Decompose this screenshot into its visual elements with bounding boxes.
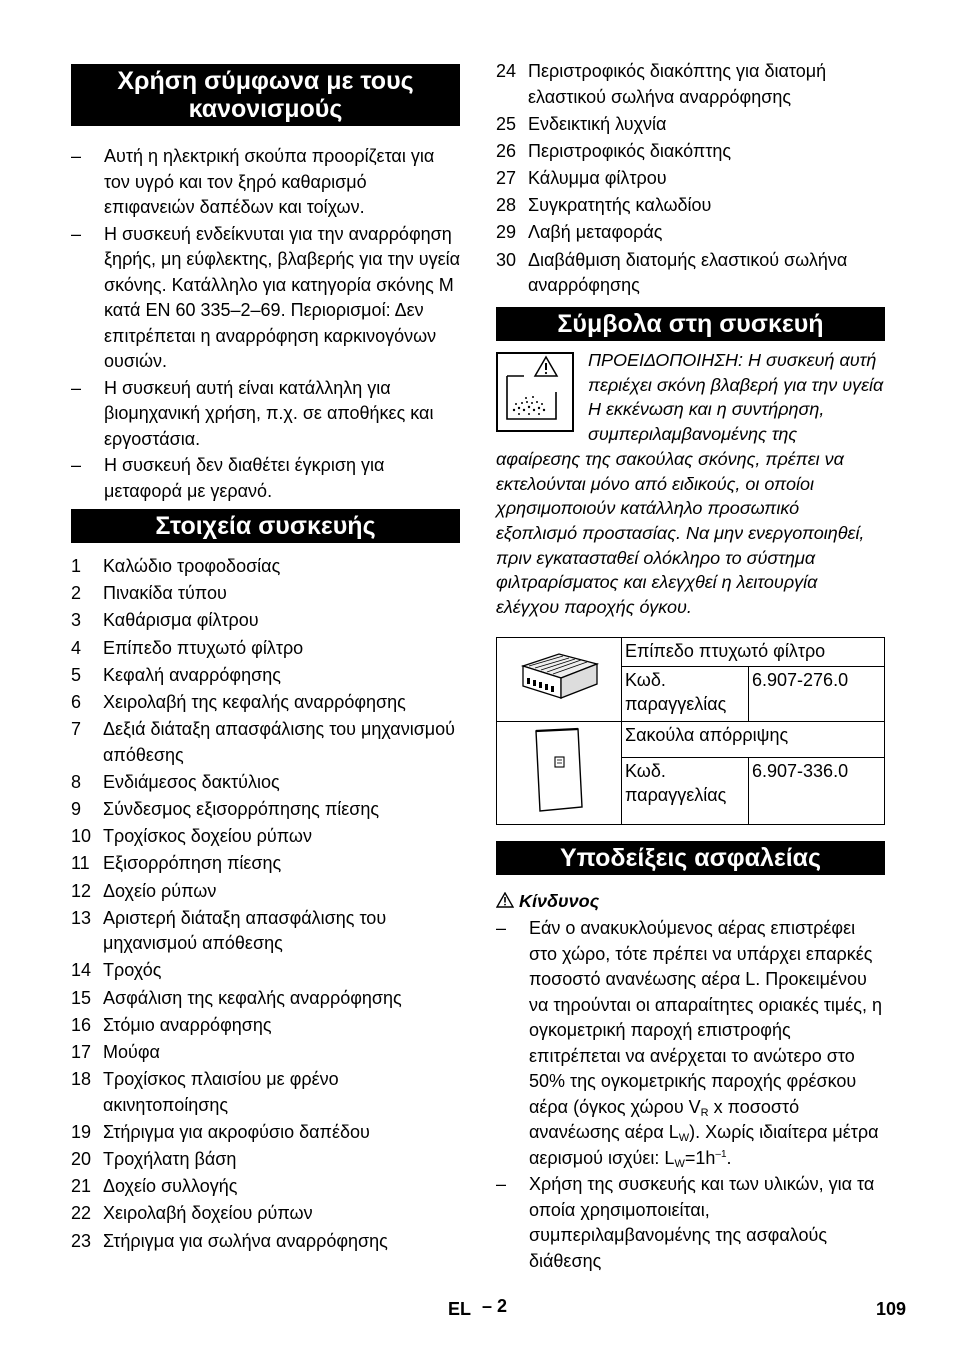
item-number: 12 [71, 880, 92, 901]
list-item [71, 1201, 460, 1227]
item-number: 7 [71, 719, 82, 740]
item-number: 25 [496, 113, 517, 134]
item-text: Ενδεικτική λυχνία [528, 113, 667, 134]
item-text: Στήριγμα για ακροφύσιο δαπέδου [103, 1121, 370, 1142]
item-text: Καλώδιο τροφοδοσίας [103, 556, 281, 576]
list-item: – Η συσκευή ενδείκνυται για την αναρρόφηση ξηρής, μη εύφλεκτης, βλαβερής για την υγεία σκόνης. Κατάλληλο για κατηγορία σκόνης M κατά EN 60 335–2–69. Περιορισμοί: Δεν επιτρέπεται η αναρρόφηση καρκινογόνων ουσιών. [71, 223, 460, 371]
item-number: 24 [496, 61, 517, 81]
list-item [71, 1229, 460, 1255]
item-text: Σύνδεσμος εξισορρόπησης πίεσης [103, 799, 380, 819]
item-number: 16 [71, 1014, 92, 1035]
item-text: Περιστροφικός διακόπτης [528, 140, 732, 161]
item-text: Χειρολαβή της κεφαλής αναρρόφησης [103, 691, 406, 712]
item-number: 3 [71, 610, 82, 631]
warning-triangle-icon [496, 892, 514, 908]
section-heading-device-elements: Στοιχεία συσκευής [71, 509, 460, 543]
list-item [71, 851, 460, 877]
list-item [71, 1067, 460, 1118]
list-item [71, 1174, 460, 1200]
item-text: Συγκρατητής καλωδίου [528, 195, 712, 216]
accessory-name: Επίπεδο πτυχωτό φίλτρο [622, 638, 885, 667]
item-text: Διαβάθμιση διατομής ελαστικού σωλήνα αναρρόφησης [528, 249, 848, 296]
item-number: 13 [71, 907, 92, 928]
item-text: Τροχίσκος δοχείου ρύπων [103, 826, 312, 847]
item-text: Στήριγμα για σωλήνα αναρρόφησης [103, 1230, 388, 1251]
item-text: Δοχείο ρύπων [103, 880, 217, 901]
section-heading-intended-use: Χρήση σύμφωνα με τους κανονισμούς [71, 64, 460, 126]
list-item [496, 248, 885, 299]
item-text: Τροχήλατη βάση [103, 1149, 237, 1170]
item-text: Τροχός [103, 960, 162, 981]
list-item [71, 663, 460, 689]
list-item [71, 958, 460, 984]
item-number: 29 [496, 222, 517, 243]
item-text: Πινακίδα τύπου [103, 583, 227, 604]
item-text: Ασφάλιση της κεφαλής αναρρόφησης [103, 987, 402, 1008]
item-text: Εξισορρόπηση πίεσης [103, 853, 282, 874]
item-text: Δοχείο συλλογής [103, 1176, 238, 1197]
item-text: Κεφαλή αναρρόφησης [103, 664, 281, 685]
item-number: 10 [71, 826, 92, 847]
page-number: 109 [876, 1299, 907, 1319]
list-item [496, 59, 885, 110]
list-item [496, 193, 885, 219]
list-item [71, 797, 460, 823]
item-number: 15 [71, 987, 92, 1008]
list-item [496, 112, 885, 138]
danger-label: Κίνδυνος [496, 889, 599, 913]
flat-filter-icon [515, 648, 603, 706]
item-number: 27 [496, 168, 517, 189]
item-text: Επίπεδο πτυχωτό φίλτρο [103, 637, 304, 658]
item-number: 4 [71, 637, 82, 658]
list-item: – Εάν ο ανακυκλούμενος αέρας επιστρέφει στο χώρο, τότε πρέπει να υπάρχει επαρκές ποσοστό ανανέωσης αέρα L. Προκειμένου να τηρούνται οι απαραίτητες οριακές τιμές, η ογκομετρική παροχή επιστροφής επιτρέπεται να ανέρχεται το ανώτερο στο 50% της ογκομετρικής παροχής φρέσκου αέρα (όγκος χώρου $V_R$ x ποσοστό ανανέωσης αέρα $L_W$). Χωρίς ιδιαίτερα μέτρα αερισμού ισχύει: $L_W=1h^{-1}$. [496, 918, 882, 1170]
table-row [497, 722, 885, 758]
safety-list [496, 916, 885, 1275]
list-item: – Χρήση της συσκευής και των υλικών, για τα οποία χρησιμοποιείται, συμπεριλαμβανομένης της ασφαλούς διάθεσης [496, 1174, 875, 1271]
list-item [71, 906, 460, 957]
list-item [71, 879, 460, 905]
item-number: 21 [71, 1176, 92, 1197]
section-page-number: – 2 [482, 1296, 508, 1316]
list-item: – Η συσκευή δεν διαθέτει έγκριση για μεταφορά με γερανό. [71, 455, 385, 501]
table-row [497, 638, 885, 667]
item-text: Περιστροφικός διακόπτης για διατομή ελαστικού σωλήνα αναρρόφησης [528, 61, 827, 107]
item-number: 28 [496, 195, 517, 216]
item-number: 6 [71, 691, 82, 712]
item-number: 19 [71, 1121, 92, 1142]
order-number-label: Κωδ. παραγγελίας [622, 667, 749, 722]
intended-use-list [71, 144, 460, 505]
item-number: 30 [496, 249, 517, 270]
list-item [71, 581, 460, 607]
section-heading-symbols: Σύμβολα στη συσκευή [496, 307, 885, 341]
list-item [71, 717, 460, 768]
item-number: 22 [71, 1203, 92, 1224]
item-text: Καθάρισμα φίλτρου [103, 610, 259, 631]
item-number: 11 [71, 853, 90, 874]
disposal-bag-icon [534, 727, 584, 813]
warning-paragraph: ΠΡΟΕΙΔΟΠΟΙΗΣΗ: Η συσκευή αυτή περιέχει σκόνη βλαβερή για την υγεία Η εκκένωση και η συντήρηση, συμπεριλαμβανομένης της αφαίρεσης της σακούλας σκόνης, πρέπει να εκτελούνται μόνο από ειδικούς, οι οποίοι χρησιμοποιούν κατάλληλο προσωπικό εξοπλισμό προστασίας. Να μην ενεργοποιηθεί, πριν εγκατασταθεί ολόκληρο το σύστημα φιλτραρίσματος και ελεγχθεί η λειτουργία ελέγχου παροχής όγκου. [496, 350, 884, 618]
list-item [71, 986, 460, 1012]
list-item [71, 1040, 460, 1066]
list-item [496, 166, 885, 192]
disposal-bag-image [497, 722, 622, 825]
list-item [496, 220, 885, 246]
list-item [71, 1120, 460, 1146]
item-text: Δεξιά διάταξη απασφάλισης του μηχανισμού απόθεσης [103, 719, 456, 765]
list-item [71, 608, 460, 634]
order-number-label: Κωδ. παραγγελίας [622, 757, 749, 824]
item-text: Ενδιάμεσος δακτύλιος [103, 771, 280, 792]
item-number: 2 [71, 583, 82, 604]
item-number: 26 [496, 140, 517, 161]
item-number: 8 [71, 771, 82, 792]
accessories-table [496, 637, 885, 825]
list-item: – Αυτή η ηλεκτρική σκούπα προορίζεται για τον υγρό και τον ξηρό καθαρισμό επιφανειών δαπέδων και τοίχων. [71, 146, 435, 217]
list-item [71, 636, 460, 662]
language-code: EL [448, 1299, 472, 1319]
item-number: 17 [71, 1042, 92, 1062]
item-number: 1 [71, 556, 82, 576]
item-number: 9 [71, 799, 82, 819]
item-text: Κάλυμμα φίλτρου [528, 168, 667, 189]
list-item [496, 139, 885, 165]
flat-pleated-filter-image [497, 638, 622, 722]
item-number: 14 [71, 960, 92, 981]
item-text: Στόμιο αναρρόφησης [103, 1014, 272, 1035]
item-text: Τροχίσκος πλαισίου με φρένο ακινητοποίησης [103, 1069, 339, 1115]
order-number: 6.907-336.0 [749, 757, 885, 824]
section-heading-safety: Υποδείξεις ασφαλείας [496, 841, 885, 875]
order-number: 6.907-276.0 [749, 667, 885, 722]
list-item [71, 1013, 460, 1039]
device-elements-list-continued [496, 59, 885, 300]
item-text: Χειρολαβή δοχείου ρύπων [103, 1203, 313, 1224]
item-text: Μούφα [103, 1042, 160, 1062]
accessory-name: Σακούλα απόρριψης [622, 722, 885, 758]
list-item [71, 1147, 460, 1173]
hazardous-dust-warning-icon [496, 352, 574, 432]
item-number: 23 [71, 1230, 92, 1251]
item-number: 5 [71, 664, 82, 685]
list-item [71, 690, 460, 716]
list-item [71, 770, 460, 796]
list-item: – Η συσκευή αυτή είναι κατάλληλη για βιομηχανική χρήση, π.χ. σε αποθήκες και εργοστάσια. [71, 377, 434, 449]
item-number: 18 [71, 1069, 92, 1090]
item-text: Αριστερή διάταξη απασφάλισης του μηχανισμού απόθεσης [103, 907, 387, 954]
item-text: Λαβή μεταφοράς [528, 222, 663, 243]
list-item [71, 824, 460, 850]
item-number: 20 [71, 1149, 92, 1170]
device-elements-list [71, 554, 460, 1256]
list-item [71, 554, 460, 580]
